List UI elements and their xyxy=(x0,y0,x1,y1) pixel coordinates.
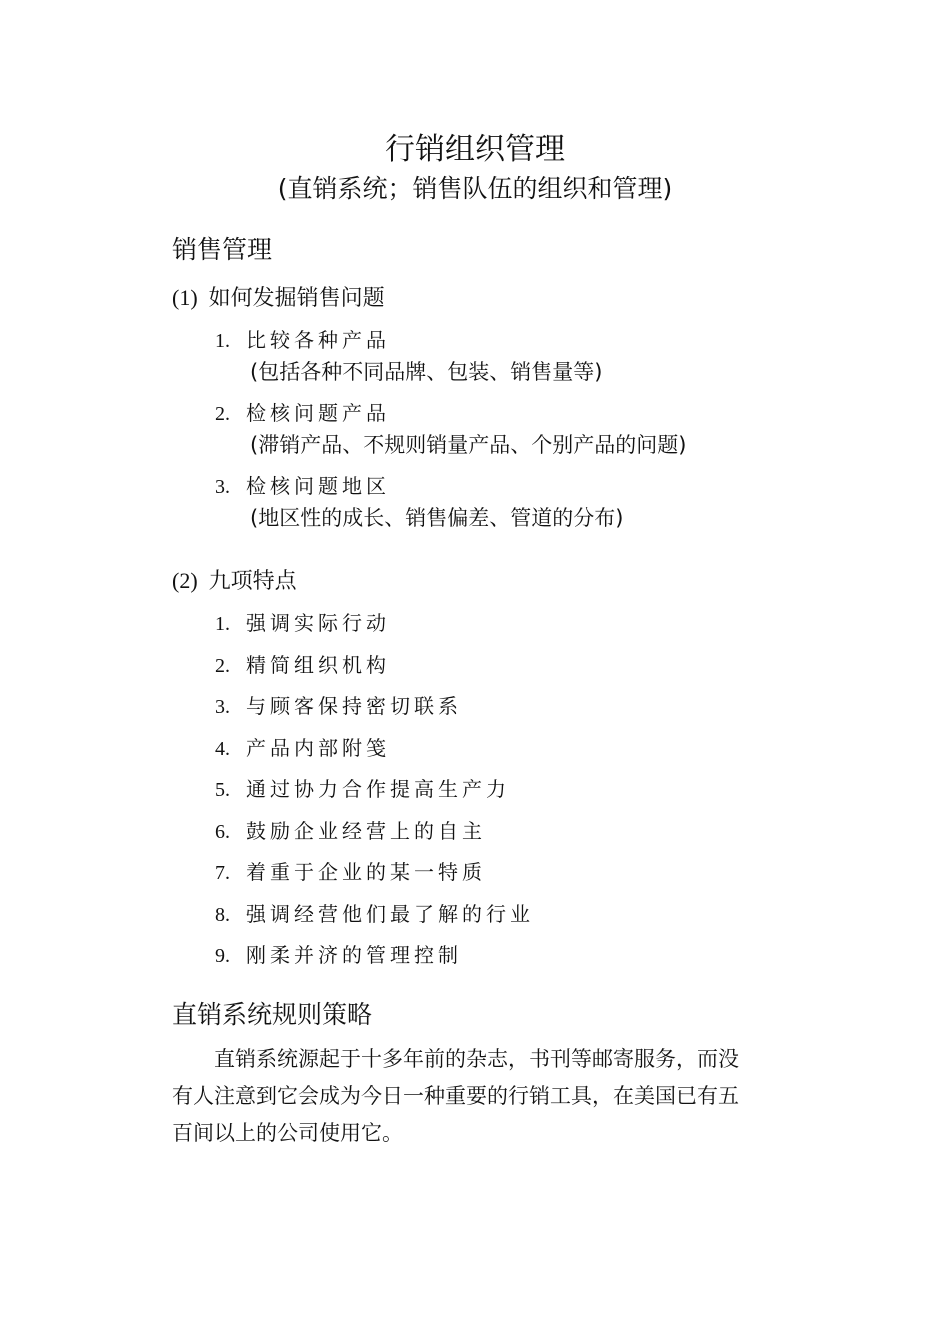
list-item xyxy=(215,651,390,680)
subheading-number: (1) xyxy=(172,285,198,310)
list-item-label: 强调经营他们最了解的行业 xyxy=(246,902,534,926)
section-heading-sales-management: 销售管理 xyxy=(172,235,273,264)
list-item-number: 2. xyxy=(215,403,230,425)
subheading-nine-features xyxy=(172,566,297,597)
subheading-find-sales-problems xyxy=(172,283,385,314)
list-item-label: 比较各种产品 xyxy=(246,328,390,352)
list-item-label: 检核问题产品 xyxy=(246,401,390,425)
section-heading-direct-sales-strategy: 直销系统规则策略 xyxy=(172,1000,373,1029)
list-item-number: 9. xyxy=(215,945,230,967)
list-item xyxy=(215,399,390,428)
list-item xyxy=(215,472,390,501)
subheading-label: 如何发掘销售问题 xyxy=(208,286,385,311)
list-item xyxy=(215,817,486,846)
list-item-label: 精简组织机构 xyxy=(246,653,390,677)
list-item-number: 3. xyxy=(215,696,230,718)
list-item xyxy=(215,692,462,721)
list-item-number: 2. xyxy=(215,655,230,677)
list-item xyxy=(215,734,390,763)
subheading-number: (2) xyxy=(172,568,198,593)
list-item xyxy=(215,858,486,887)
page-subtitle: (直销系统；销售队伍的组织和管理) xyxy=(277,174,673,203)
list-item xyxy=(215,609,390,638)
list-item xyxy=(215,900,534,929)
list-item-number: 8. xyxy=(215,904,230,926)
subheading-label: 九项特点 xyxy=(208,569,297,594)
list-item-label: 与顾客保持密切联系 xyxy=(246,694,462,718)
list-item-label: 强调实际行动 xyxy=(246,611,390,635)
page-title: 行销组织管理 xyxy=(385,132,565,167)
list-item xyxy=(215,326,390,355)
list-item-note: (包括各种不同品牌、包装、销售量等) xyxy=(250,360,603,384)
list-item-label: 通过协力合作提高生产力 xyxy=(246,777,510,801)
list-item-number: 4. xyxy=(215,738,230,760)
list-item-number: 7. xyxy=(215,862,230,884)
list-item-number: 6. xyxy=(215,821,230,843)
list-item-note: (滞销产品、不规则销量产品、个别产品的问题) xyxy=(250,433,687,457)
body-paragraph: 直销系统源起于十多年前的杂志，书刊等邮寄服务，而没有人注意到它会成为今日一种重要的行销工具，在美国已有五百间以上的公司使用它。 xyxy=(172,1047,739,1145)
list-item xyxy=(215,941,462,970)
list-item xyxy=(215,775,510,804)
list-item-label: 刚柔并济的管理控制 xyxy=(246,943,462,967)
list-item-label: 鼓励企业经营上的自主 xyxy=(246,819,486,843)
list-item-label: 着重于企业的某一特质 xyxy=(246,860,486,884)
list-item-number: 1. xyxy=(215,330,230,352)
list-item-label: 产品内部附笺 xyxy=(246,736,390,760)
list-item-label: 检核问题地区 xyxy=(246,474,390,498)
list-item-note: (地区性的成长、销售偏差、管道的分布) xyxy=(250,506,624,530)
list-item-number: 3. xyxy=(215,476,230,498)
list-item-number: 1. xyxy=(215,613,230,635)
list-item-number: 5. xyxy=(215,779,230,801)
